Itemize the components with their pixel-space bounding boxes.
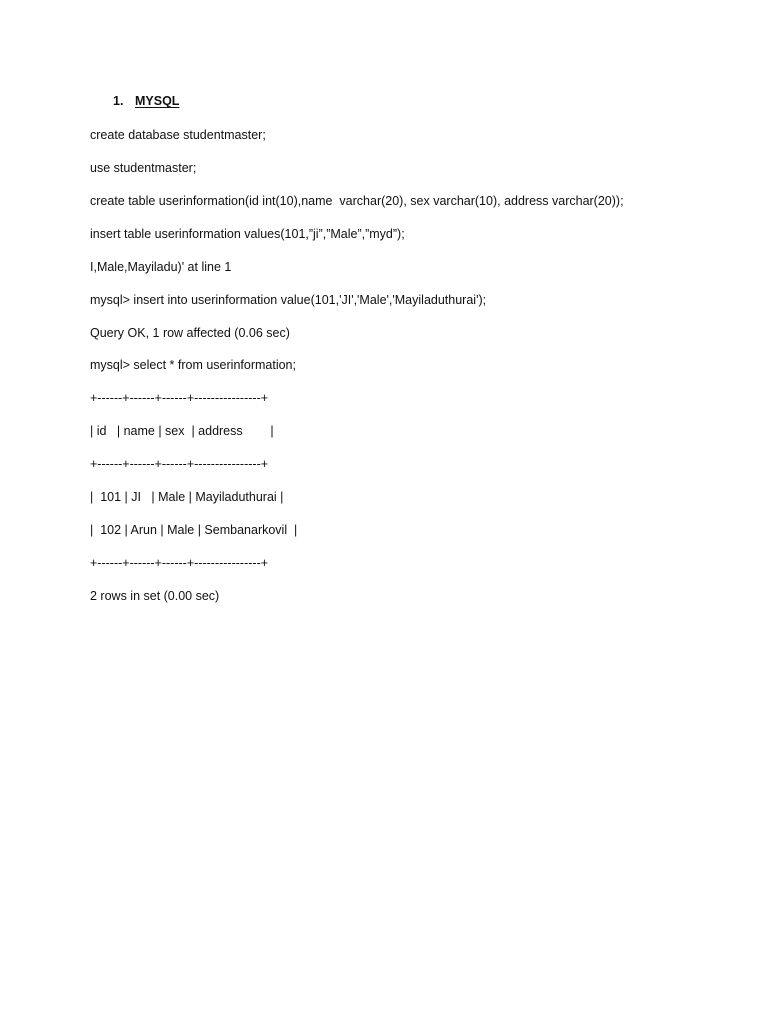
table-row: | 102 | Arun | Male | Sembanarkovil | — [90, 523, 298, 537]
text-line-error: I,Male,Mayiladu)' at line 1 — [90, 260, 232, 274]
table-border-middle: +------+------+------+----------------+ — [90, 457, 269, 471]
text-line-create-database: create database studentmaster; — [90, 128, 266, 142]
text-line-rows-in-set: 2 rows in set (0.00 sec) — [90, 589, 220, 603]
table-border-bottom: +------+------+------+----------------+ — [90, 556, 269, 570]
table-row: | 101 | JI | Male | Mayiladuthurai | — [90, 490, 284, 504]
table-header-row: | id | name | sex | address | — [90, 424, 274, 438]
section-heading — [113, 94, 179, 108]
table-border-top: +------+------+------+----------------+ — [90, 391, 269, 405]
text-line-query-ok: Query OK, 1 row affected (0.06 sec) — [90, 326, 290, 340]
text-line-insert-into: mysql> insert into userinformation value(101,'JI','Male','Mayiladuthurai'); — [90, 293, 487, 307]
heading-title: MYSQL — [135, 94, 180, 108]
text-line-use-database: use studentmaster; — [90, 161, 197, 175]
text-line-create-table: create table userinformation(id int(10),name varchar(20), sex varchar(10), address varchar(20)); — [90, 194, 624, 208]
text-line-select: mysql> select * from userinformation; — [90, 358, 296, 372]
heading-number: 1. — [113, 94, 124, 108]
text-line-insert-table: insert table userinformation values(101,”ji”,”Male”,”myd”); — [90, 227, 405, 241]
